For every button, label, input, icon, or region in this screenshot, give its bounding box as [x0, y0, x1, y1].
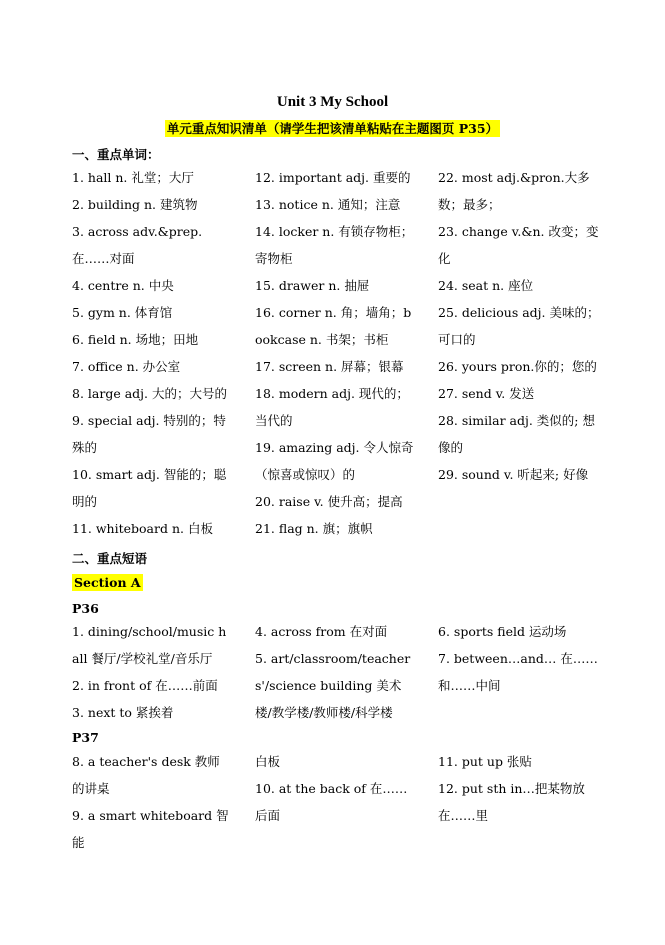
vocab-column-2	[255, 164, 438, 542]
vocab-item: 4. centre n. 中央	[72, 278, 174, 293]
phrase-item: 8. a teacher's desk 教师的讲桌	[72, 754, 220, 796]
vocab-item: 27. send v. 发送	[438, 386, 535, 401]
vocab-item: 18. modern adj. 现代的；当代的	[255, 386, 409, 428]
p36-column-1	[72, 618, 255, 726]
vocab-column-1	[72, 164, 255, 542]
vocab-item: 2. building n. 建筑物	[72, 197, 198, 212]
section-a-label	[72, 575, 143, 590]
vocab-item: 23. change v.&n. 改变；变化	[438, 224, 599, 266]
subtitle	[0, 119, 665, 137]
p36-column-3	[438, 618, 612, 726]
vocab-item: 19. amazing adj. 令人惊奇（惊喜或惊叹）的	[255, 440, 414, 482]
phrase-item: 1. dining/school/music hall 餐厅/学校礼堂/音乐厅	[72, 624, 227, 666]
phrase-item: 3. next to 紧挨着	[72, 705, 174, 720]
phrase-item: 9. a smart whiteboard 智能	[72, 808, 229, 850]
p37-grid	[72, 748, 612, 856]
phrase-item: 4. across from 在对面	[255, 624, 388, 639]
vocab-item: 17. screen n. 屏幕；银幕	[255, 359, 404, 374]
vocab-item: 5. gym n. 体育馆	[72, 305, 173, 320]
p36-label: P36	[72, 601, 99, 616]
vocab-item: 10. smart adj. 智能的；聪明的	[72, 467, 227, 509]
vocab-item: 20. raise v. 使升高；提高	[255, 494, 403, 509]
phrase-heading: 二、重点短语	[72, 551, 148, 566]
vocab-item: 21. flag n. 旗；旗帜	[255, 521, 373, 536]
vocab-item: 11. whiteboard n. 白板	[72, 521, 213, 536]
phrase-item: 11. put up 张贴	[438, 754, 532, 769]
p37-column-3	[438, 748, 612, 856]
vocab-item: 28. similar adj. 类似的; 想像的	[438, 413, 595, 455]
phrase-item: 12. put sth in…把某物放在……里	[438, 781, 585, 823]
p36-grid	[72, 618, 612, 726]
vocab-item: 7. office n. 办公室	[72, 359, 181, 374]
subtitle-text: 单元重点知识清单（请学生把该清单粘贴在主题图页 P35）	[166, 121, 499, 136]
page-title: Unit 3 My School	[276, 94, 389, 110]
phrase-item: 10. at the back of 在……后面	[255, 781, 408, 823]
vocab-item: 3. across adv.&prep. 在……对面	[72, 224, 203, 266]
vocab-grid	[72, 164, 612, 542]
phrase-item: 6. sports field 运动场	[438, 624, 567, 639]
vocab-item: 9. special adj. 特别的；特殊的	[72, 413, 226, 455]
vocab-item: 6. field n. 场地；田地	[72, 332, 199, 347]
phrase-item: 7. between…and… 在……和……中间	[438, 651, 598, 693]
phrase-item: 白板	[255, 754, 281, 769]
phrase-item: 5. art/classroom/teachers'/science building 美术楼/教学楼/教师楼/科学楼	[255, 651, 411, 720]
phrase-item: 2. in front of 在……前面	[72, 678, 218, 693]
vocab-item: 26. yours pron.你的；您的	[438, 359, 597, 374]
p36-column-2	[255, 618, 438, 726]
p37-column-1	[72, 748, 255, 856]
p37-label: P37	[72, 730, 99, 745]
vocab-item: 8. large adj. 大的；大号的	[72, 386, 227, 401]
vocab-item: 14. locker n. 有锁存物柜；寄物柜	[255, 224, 414, 266]
p37-column-2	[255, 748, 438, 856]
vocab-item: 15. drawer n. 抽屉	[255, 278, 370, 293]
section-a-text: Section A	[74, 575, 141, 590]
vocab-heading: 一、重点单词：	[72, 147, 160, 162]
vocab-item: 16. corner n. 角；墙角；bookcase n. 书架；书柜	[255, 305, 412, 347]
vocab-item: 29. sound v. 听起来; 好像	[438, 467, 589, 482]
vocab-item: 12. important adj. 重要的	[255, 170, 411, 185]
vocab-item: 22. most adj.&pron.大多数；最多；	[438, 170, 590, 212]
vocab-item: 25. delicious adj. 美味的；可口的	[438, 305, 600, 347]
vocab-column-3	[438, 164, 612, 542]
vocab-item: 13. notice n. 通知；注意	[255, 197, 401, 212]
vocab-item: 24. seat n. 座位	[438, 278, 534, 293]
vocab-item: 1. hall n. 礼堂；大厅	[72, 170, 194, 185]
